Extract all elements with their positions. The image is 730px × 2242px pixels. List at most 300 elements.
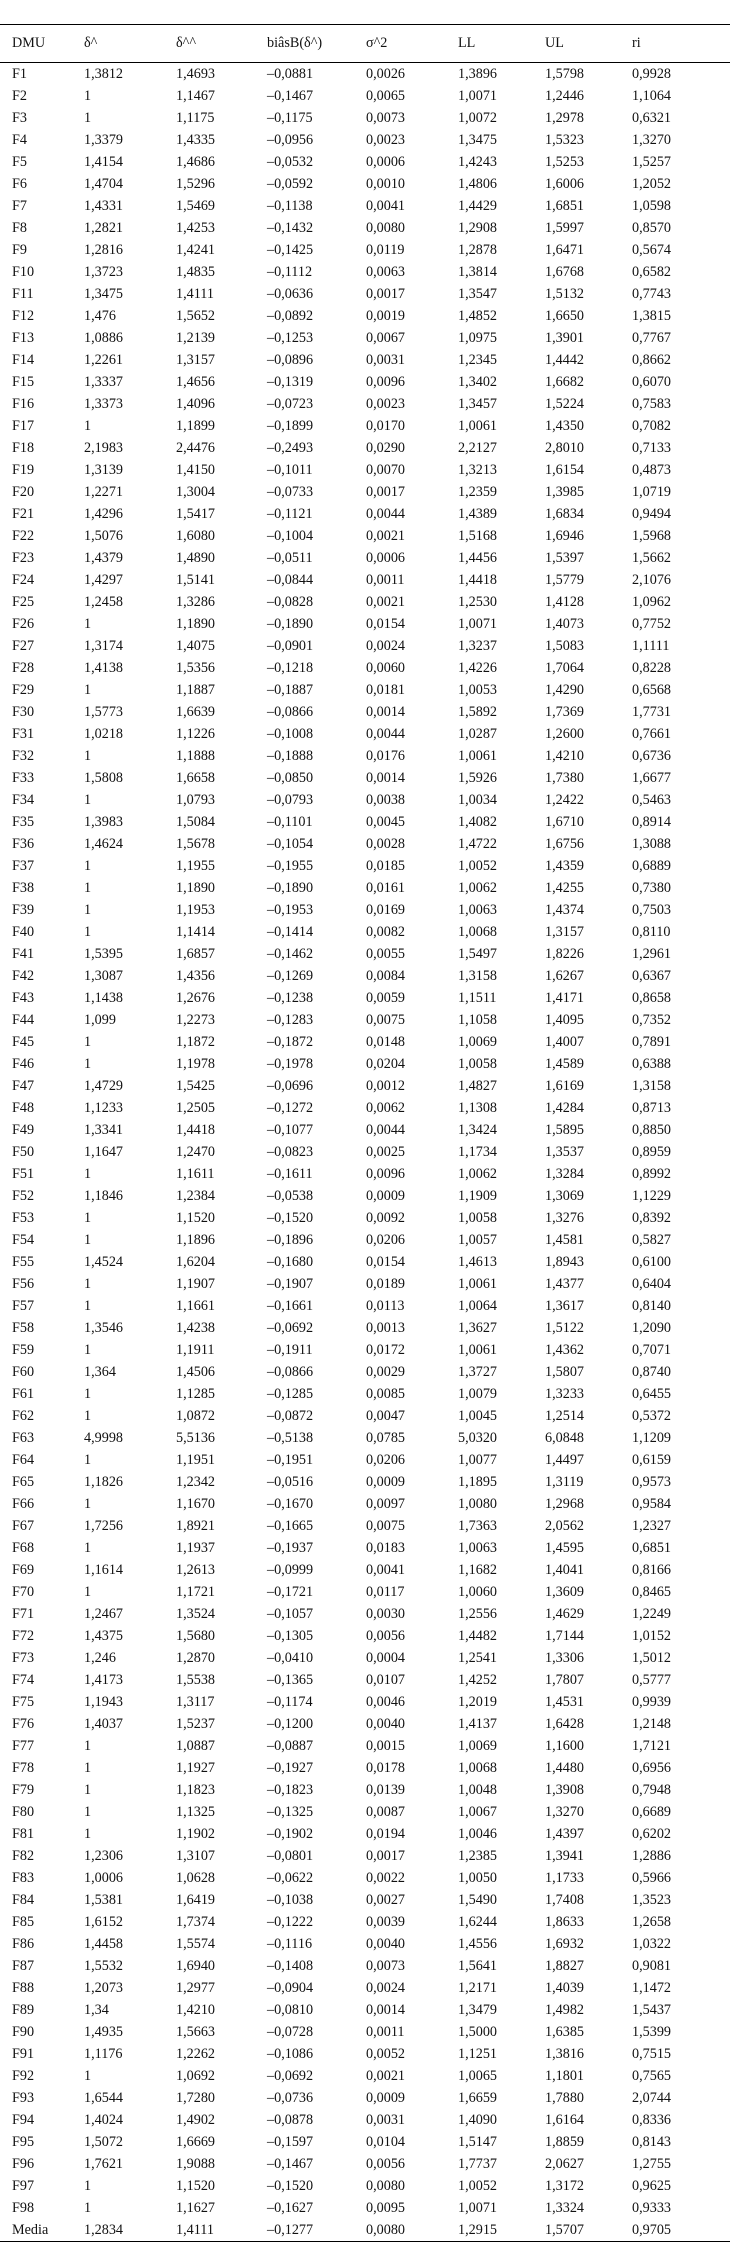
table-row bbox=[0, 1075, 730, 1097]
bias-cell: –0,0878 bbox=[267, 2111, 314, 2128]
table-row bbox=[0, 151, 730, 173]
ll-cell: 1,2908 bbox=[458, 219, 498, 236]
delta-double-hat-cell: 1,1285 bbox=[176, 1385, 216, 1402]
variance-cell: 0,0017 bbox=[366, 1847, 406, 1864]
ri-cell: 0,6159 bbox=[632, 1451, 672, 1468]
variance-cell: 0,0044 bbox=[366, 505, 406, 522]
ri-cell: 0,6202 bbox=[632, 1825, 672, 1842]
delta-double-hat-cell: 1,1953 bbox=[176, 901, 216, 918]
dmu-cell: F87 bbox=[12, 1957, 35, 1974]
delta-hat-cell: 1,1233 bbox=[84, 1099, 124, 1116]
ul-cell: 1,4210 bbox=[545, 747, 585, 764]
ll-cell: 5,0320 bbox=[458, 1429, 498, 1446]
delta-hat-cell: 1 bbox=[84, 1825, 92, 1842]
table-row bbox=[0, 217, 730, 239]
table-row bbox=[0, 1537, 730, 1559]
ul-cell: 1,3284 bbox=[545, 1165, 585, 1182]
delta-double-hat-cell: 1,1907 bbox=[176, 1275, 216, 1292]
bias-cell: –0,0901 bbox=[267, 637, 314, 654]
table-row bbox=[0, 2197, 730, 2219]
delta-double-hat-cell: 1,6204 bbox=[176, 1253, 216, 1270]
ri-cell: 1,2249 bbox=[632, 1605, 672, 1622]
table-row bbox=[0, 1691, 730, 1713]
ul-cell: 1,3157 bbox=[545, 923, 585, 940]
delta-hat-cell: 1,4173 bbox=[84, 1671, 124, 1688]
ri-cell: 0,8570 bbox=[632, 219, 672, 236]
dmu-cell: F27 bbox=[12, 637, 35, 654]
variance-cell: 0,0096 bbox=[366, 1165, 406, 1182]
ul-cell: 1,5253 bbox=[545, 153, 585, 170]
dmu-cell: F81 bbox=[12, 1825, 35, 1842]
ll-cell: 1,4722 bbox=[458, 835, 498, 852]
delta-double-hat-cell: 1,3004 bbox=[176, 483, 216, 500]
ri-cell: 1,3088 bbox=[632, 835, 672, 852]
dmu-cell: F12 bbox=[12, 307, 35, 324]
delta-hat-cell: 1,5532 bbox=[84, 1957, 124, 1974]
bias-cell: –0,1305 bbox=[267, 1627, 314, 1644]
delta-hat-cell: 1,2816 bbox=[84, 241, 124, 258]
table-row bbox=[0, 723, 730, 745]
table-row bbox=[0, 173, 730, 195]
ri-cell: 0,7743 bbox=[632, 285, 672, 302]
delta-hat-cell: 1,5773 bbox=[84, 703, 124, 720]
table-row bbox=[0, 1933, 730, 1955]
variance-cell: 0,0194 bbox=[366, 1825, 406, 1842]
table-row bbox=[0, 1229, 730, 1251]
ul-cell: 1,1733 bbox=[545, 1869, 585, 1886]
delta-double-hat-cell: 1,4506 bbox=[176, 1363, 216, 1380]
ul-cell: 1,4007 bbox=[545, 1033, 585, 1050]
dmu-cell: F34 bbox=[12, 791, 35, 808]
ul-cell: 1,6385 bbox=[545, 2023, 585, 2040]
variance-cell: 0,0080 bbox=[366, 2219, 458, 2242]
col-header-delta-hat: δ^ bbox=[84, 25, 176, 63]
table-row bbox=[0, 1031, 730, 1053]
delta-double-hat-cell: 1,5652 bbox=[176, 307, 216, 324]
table-row bbox=[0, 877, 730, 899]
delta-hat-cell: 1 bbox=[84, 1209, 92, 1226]
ll-cell: 1,7737 bbox=[458, 2155, 498, 2172]
delta-double-hat-cell: 1,5663 bbox=[176, 2023, 216, 2040]
variance-cell: 0,0022 bbox=[366, 1869, 406, 1886]
dmu-cell: F32 bbox=[12, 747, 35, 764]
table-row bbox=[0, 1493, 730, 1515]
delta-double-hat-cell: 1,1520 bbox=[176, 2177, 216, 2194]
ll-cell: 1,2345 bbox=[458, 351, 498, 368]
table-row bbox=[0, 1735, 730, 1757]
table-row bbox=[0, 1757, 730, 1779]
ri-cell: 1,1472 bbox=[632, 1979, 672, 1996]
ri-cell: 0,7948 bbox=[632, 1781, 672, 1798]
delta-double-hat-cell: 1,3117 bbox=[176, 1693, 215, 1710]
ll-cell: 1,0062 bbox=[458, 879, 498, 896]
table-row bbox=[0, 2153, 730, 2175]
ul-cell: 1,4171 bbox=[545, 989, 585, 1006]
delta-double-hat-cell: 1,2262 bbox=[176, 2045, 216, 2062]
table-row bbox=[0, 921, 730, 943]
ri-cell: 1,5012 bbox=[632, 1649, 672, 1666]
variance-cell: 0,0161 bbox=[366, 879, 406, 896]
ri-cell: 0,7515 bbox=[632, 2045, 672, 2062]
table-row bbox=[0, 481, 730, 503]
ri-cell: 0,8392 bbox=[632, 1209, 672, 1226]
bias-cell: –0,1670 bbox=[267, 1495, 314, 1512]
bias-cell: –0,0410 bbox=[267, 1649, 314, 1666]
delta-hat-cell: 1,4154 bbox=[84, 153, 124, 170]
dmu-cell: F6 bbox=[12, 175, 27, 192]
delta-double-hat-cell: 1,2505 bbox=[176, 1099, 216, 1116]
table-row bbox=[0, 833, 730, 855]
dmu-cell: F5 bbox=[12, 153, 27, 170]
table-row bbox=[0, 1801, 730, 1823]
delta-hat-cell: 1,1943 bbox=[84, 1693, 124, 1710]
dmu-cell: F75 bbox=[12, 1693, 35, 1710]
bias-cell: –0,1269 bbox=[267, 967, 314, 984]
ul-cell: 1,3816 bbox=[545, 2045, 585, 2062]
variance-cell: 0,0011 bbox=[366, 571, 405, 588]
delta-hat-cell: 1,3723 bbox=[84, 263, 124, 280]
variance-cell: 0,0038 bbox=[366, 791, 406, 808]
delta-hat-cell: 1,5072 bbox=[84, 2133, 124, 2150]
variance-cell: 0,0029 bbox=[366, 1363, 406, 1380]
table-row bbox=[0, 635, 730, 657]
dmu-cell: F30 bbox=[12, 703, 35, 720]
ri-cell: 0,9573 bbox=[632, 1473, 672, 1490]
delta-double-hat-cell: 1,5141 bbox=[176, 571, 216, 588]
delta-double-hat-cell: 1,6669 bbox=[176, 2133, 216, 2150]
delta-hat-cell: 1 bbox=[84, 1539, 92, 1556]
ll-cell: 1,3457 bbox=[458, 395, 498, 412]
bias-cell: –0,1086 bbox=[267, 2045, 314, 2062]
table-row bbox=[0, 1185, 730, 1207]
ri-cell: 0,8166 bbox=[632, 1561, 672, 1578]
bias-cell: –0,1597 bbox=[267, 2133, 314, 2150]
bias-cell: –0,1038 bbox=[267, 1891, 314, 1908]
variance-cell: 0,0044 bbox=[366, 1121, 406, 1138]
ul-cell: 1,6267 bbox=[545, 967, 585, 984]
dmu-cell: F16 bbox=[12, 395, 35, 412]
ri-cell: 2,0744 bbox=[632, 2089, 672, 2106]
delta-hat-cell: 1,1176 bbox=[84, 2045, 123, 2062]
delta-double-hat-cell: 1,1721 bbox=[176, 1583, 216, 1600]
ll-cell: 1,4418 bbox=[458, 571, 498, 588]
bias-cell: –0,1887 bbox=[267, 681, 314, 698]
delta-hat-cell: 1 bbox=[84, 1275, 92, 1292]
ul-cell: 1,3609 bbox=[545, 1583, 585, 1600]
delta-double-hat-cell: 1,4096 bbox=[176, 395, 216, 412]
ri-cell: 0,6582 bbox=[632, 263, 672, 280]
bias-cell: –0,1661 bbox=[267, 1297, 314, 1314]
bias-cell: –0,1277 bbox=[267, 2219, 366, 2242]
table-row bbox=[0, 1625, 730, 1647]
bias-cell: –0,1319 bbox=[267, 373, 314, 390]
variance-cell: 0,0060 bbox=[366, 659, 406, 676]
delta-double-hat-cell: 1,1325 bbox=[176, 1803, 216, 1820]
delta-hat-cell: 1 bbox=[84, 1033, 92, 1050]
delta-double-hat-cell: 1,6639 bbox=[176, 703, 216, 720]
table-row bbox=[0, 1867, 730, 1889]
delta-double-hat-cell: 1,3157 bbox=[176, 351, 216, 368]
ri-cell: 0,6100 bbox=[632, 1253, 672, 1270]
bias-cell: –0,1955 bbox=[267, 857, 314, 874]
variance-cell: 0,0080 bbox=[366, 2177, 406, 2194]
table-row bbox=[0, 965, 730, 987]
ri-cell: 0,4873 bbox=[632, 461, 672, 478]
delta-hat-cell: 4,9998 bbox=[84, 1429, 124, 1446]
delta-double-hat-cell: 1,4693 bbox=[176, 65, 216, 82]
delta-hat-cell: 1,3812 bbox=[84, 65, 124, 82]
table-row bbox=[0, 1559, 730, 1581]
ll-cell: 1,0052 bbox=[458, 857, 498, 874]
ul-cell: 1,5397 bbox=[545, 549, 585, 566]
ri-cell: 0,5827 bbox=[632, 1231, 672, 1248]
ul-cell: 1,6650 bbox=[545, 307, 585, 324]
ul-cell: 1,3985 bbox=[545, 483, 585, 500]
ri-cell: 1,2052 bbox=[632, 175, 672, 192]
delta-hat-cell: 1 bbox=[84, 1231, 92, 1248]
dmu-cell: F14 bbox=[12, 351, 35, 368]
variance-cell: 0,0067 bbox=[366, 329, 406, 346]
bias-cell: –0,1890 bbox=[267, 615, 314, 632]
ri-cell: 1,5257 bbox=[632, 153, 672, 170]
table-row bbox=[0, 63, 730, 86]
table-row bbox=[0, 305, 730, 327]
bias-cell: –0,0793 bbox=[267, 791, 314, 808]
dmu-cell: F4 bbox=[12, 131, 27, 148]
ri-cell: 0,7082 bbox=[632, 417, 672, 434]
table-row bbox=[0, 1405, 730, 1427]
dmu-cell: F55 bbox=[12, 1253, 35, 1270]
dmu-cell: F23 bbox=[12, 549, 35, 566]
variance-cell: 0,0080 bbox=[366, 219, 406, 236]
dmu-cell: F41 bbox=[12, 945, 35, 962]
ll-cell: 1,4556 bbox=[458, 1935, 498, 1952]
table-row bbox=[0, 261, 730, 283]
bias-cell: –0,1911 bbox=[267, 1341, 313, 1358]
bias-cell: –0,1175 bbox=[267, 109, 313, 126]
delta-double-hat-cell: 1,1978 bbox=[176, 1055, 216, 1072]
delta-hat-cell: 1 bbox=[84, 1165, 92, 1182]
delta-hat-cell: 1,3373 bbox=[84, 395, 124, 412]
bias-cell: –0,0511 bbox=[267, 549, 313, 566]
bias-cell: –0,1611 bbox=[267, 1165, 313, 1182]
ri-cell: 0,6689 bbox=[632, 1803, 672, 1820]
ll-cell: 1,4613 bbox=[458, 1253, 498, 1270]
dmu-cell: F62 bbox=[12, 1407, 35, 1424]
dmu-cell: F59 bbox=[12, 1341, 35, 1358]
variance-cell: 0,0172 bbox=[366, 1341, 406, 1358]
variance-cell: 0,0014 bbox=[366, 703, 406, 720]
dmu-cell: F96 bbox=[12, 2155, 35, 2172]
delta-double-hat-cell: 5,5136 bbox=[176, 1429, 216, 1446]
ll-cell: 1,0071 bbox=[458, 87, 498, 104]
table-row bbox=[0, 1427, 730, 1449]
delta-double-hat-cell: 1,6940 bbox=[176, 1957, 216, 1974]
ri-cell: 1,0322 bbox=[632, 1935, 672, 1952]
dmu-cell: F93 bbox=[12, 2089, 35, 2106]
variance-cell: 0,0189 bbox=[366, 1275, 406, 1292]
ll-cell: 1,0061 bbox=[458, 747, 498, 764]
table-row bbox=[0, 1119, 730, 1141]
ll-cell: 1,0068 bbox=[458, 923, 498, 940]
ll-cell: 1,0975 bbox=[458, 329, 498, 346]
delta-double-hat-cell: 1,1823 bbox=[176, 1781, 216, 1798]
ul-cell: 1,4480 bbox=[545, 1759, 585, 1776]
variance-cell: 0,0056 bbox=[366, 1627, 406, 1644]
ll-cell: 1,0072 bbox=[458, 109, 498, 126]
delta-hat-cell: 1,3379 bbox=[84, 131, 124, 148]
ll-cell: 1,0060 bbox=[458, 1583, 498, 1600]
ul-cell: 1,4362 bbox=[545, 1341, 585, 1358]
table-row bbox=[0, 789, 730, 811]
ul-cell: 1,4041 bbox=[545, 1561, 585, 1578]
delta-double-hat-cell: 1,4210 bbox=[176, 2001, 216, 2018]
variance-cell: 0,0013 bbox=[366, 1319, 406, 1336]
variance-cell: 0,0104 bbox=[366, 2133, 406, 2150]
delta-hat-cell: 1 bbox=[84, 901, 92, 918]
ll-cell: 1,4252 bbox=[458, 1671, 498, 1688]
delta-double-hat-cell: 1,5237 bbox=[176, 1715, 216, 1732]
ul-cell: 1,4397 bbox=[545, 1825, 585, 1842]
col-header-ll: LL bbox=[458, 25, 545, 63]
bias-cell: –0,0696 bbox=[267, 1077, 314, 1094]
bias-cell: –0,1907 bbox=[267, 1275, 314, 1292]
ll-cell: 1,3814 bbox=[458, 263, 498, 280]
table-row bbox=[0, 2065, 730, 2087]
delta-double-hat-cell: 1,1955 bbox=[176, 857, 216, 874]
variance-cell: 0,0204 bbox=[366, 1055, 406, 1072]
dmu-cell: F46 bbox=[12, 1055, 35, 1072]
table-row bbox=[0, 525, 730, 547]
delta-hat-cell: 1,5808 bbox=[84, 769, 124, 786]
dmu-cell: F54 bbox=[12, 1231, 35, 1248]
ul-cell: 1,3537 bbox=[545, 1143, 585, 1160]
dmu-cell: F48 bbox=[12, 1099, 35, 1116]
bias-cell: –0,0723 bbox=[267, 395, 314, 412]
table-row bbox=[0, 745, 730, 767]
table-row bbox=[0, 1779, 730, 1801]
ul-cell: 1,2446 bbox=[545, 87, 585, 104]
variance-cell: 0,0183 bbox=[366, 1539, 406, 1556]
table-row bbox=[0, 1581, 730, 1603]
ll-cell: 1,3727 bbox=[458, 1363, 498, 1380]
ri-cell: 1,1064 bbox=[632, 87, 672, 104]
dmu-cell: F83 bbox=[12, 1869, 35, 1886]
bias-cell: –0,1283 bbox=[267, 1011, 314, 1028]
variance-cell: 0,0014 bbox=[366, 769, 406, 786]
ll-cell: 1,3402 bbox=[458, 373, 498, 390]
ri-cell: 1,2658 bbox=[632, 1913, 672, 1930]
bias-cell: –0,5138 bbox=[267, 1429, 314, 1446]
ri-cell: 0,7380 bbox=[632, 879, 672, 896]
bias-cell: –0,1272 bbox=[267, 1099, 314, 1116]
ul-cell: 1,5224 bbox=[545, 395, 585, 412]
table-row bbox=[0, 327, 730, 349]
ri-cell: 0,8140 bbox=[632, 1297, 672, 1314]
bias-cell: –0,1116 bbox=[267, 1935, 313, 1952]
variance-cell: 0,0206 bbox=[366, 1451, 406, 1468]
bias-cell: –0,0538 bbox=[267, 1187, 314, 1204]
variance-cell: 0,0087 bbox=[366, 1803, 406, 1820]
ul-cell: 1,8859 bbox=[545, 2133, 585, 2150]
delta-hat-cell: 1 bbox=[84, 791, 92, 808]
variance-cell: 0,0107 bbox=[366, 1671, 406, 1688]
table-row bbox=[0, 437, 730, 459]
delta-hat-cell: 1,6152 bbox=[84, 1913, 124, 1930]
ll-cell: 1,0061 bbox=[458, 1341, 498, 1358]
delta-double-hat-cell: 1,4111 bbox=[176, 285, 214, 302]
dmu-cell: F45 bbox=[12, 1033, 35, 1050]
dmu-cell: F36 bbox=[12, 835, 35, 852]
variance-cell: 0,0075 bbox=[366, 1517, 406, 1534]
delta-double-hat-cell: 1,4902 bbox=[176, 2111, 216, 2128]
table-row bbox=[0, 679, 730, 701]
delta-hat-cell: 1,4524 bbox=[84, 1253, 124, 1270]
bias-cell: –0,1927 bbox=[267, 1759, 314, 1776]
ll-cell: 1,3237 bbox=[458, 637, 498, 654]
delta-hat-cell: 1,7621 bbox=[84, 2155, 124, 2172]
ll-cell: 1,5000 bbox=[458, 2023, 498, 2040]
dmu-cell: F95 bbox=[12, 2133, 35, 2150]
delta-double-hat-cell: 1,5469 bbox=[176, 197, 216, 214]
dmu-cell: F33 bbox=[12, 769, 35, 786]
bias-cell: –0,0956 bbox=[267, 131, 314, 148]
ri-cell: 0,6321 bbox=[632, 109, 672, 126]
bias-cell: –0,1077 bbox=[267, 1121, 314, 1138]
ll-cell: 1,5497 bbox=[458, 945, 498, 962]
ul-cell: 1,1600 bbox=[545, 1737, 585, 1754]
delta-hat-cell: 1 bbox=[84, 681, 92, 698]
variance-cell: 0,0004 bbox=[366, 1649, 406, 1666]
variance-cell: 0,0176 bbox=[366, 747, 406, 764]
variance-cell: 0,0065 bbox=[366, 87, 406, 104]
delta-hat-cell: 1,1846 bbox=[84, 1187, 124, 1204]
table-row bbox=[0, 943, 730, 965]
table-row bbox=[0, 2219, 730, 2242]
delta-double-hat-cell: 1,1872 bbox=[176, 1033, 216, 1050]
ll-cell: 1,4137 bbox=[458, 1715, 498, 1732]
variance-cell: 0,0092 bbox=[366, 1209, 406, 1226]
ul-cell: 1,6932 bbox=[545, 1935, 585, 1952]
ul-cell: 1,5997 bbox=[545, 219, 585, 236]
ll-cell: 1,4243 bbox=[458, 153, 498, 170]
ll-cell: 1,3213 bbox=[458, 461, 498, 478]
ul-cell: 1,5132 bbox=[545, 285, 585, 302]
ul-cell: 1,3901 bbox=[545, 329, 585, 346]
delta-hat-cell: 1,3337 bbox=[84, 373, 124, 390]
ul-cell: 1,6006 bbox=[545, 175, 585, 192]
dmu-cell: F58 bbox=[12, 1319, 35, 1336]
dmu-cell: F49 bbox=[12, 1121, 35, 1138]
bias-cell: –0,0904 bbox=[267, 1979, 314, 1996]
variance-cell: 0,0025 bbox=[366, 1143, 406, 1160]
variance-cell: 0,0021 bbox=[366, 527, 406, 544]
ll-cell: 1,0077 bbox=[458, 1451, 498, 1468]
ri-cell: 0,6455 bbox=[632, 1385, 672, 1402]
ll-cell: 1,5641 bbox=[458, 1957, 498, 1974]
delta-double-hat-cell: 1,2470 bbox=[176, 1143, 216, 1160]
table-row bbox=[0, 1097, 730, 1119]
delta-double-hat-cell: 1,4238 bbox=[176, 1319, 216, 1336]
delta-hat-cell: 1 bbox=[84, 1385, 92, 1402]
ul-cell: 1,3908 bbox=[545, 1781, 585, 1798]
ri-cell: 1,5437 bbox=[632, 2001, 672, 2018]
bias-cell: –0,0844 bbox=[267, 571, 314, 588]
delta-hat-cell: 1,4379 bbox=[84, 549, 124, 566]
ri-cell: 0,8658 bbox=[632, 989, 672, 1006]
table-row bbox=[0, 349, 730, 371]
delta-hat-cell: 1,0886 bbox=[84, 329, 124, 346]
